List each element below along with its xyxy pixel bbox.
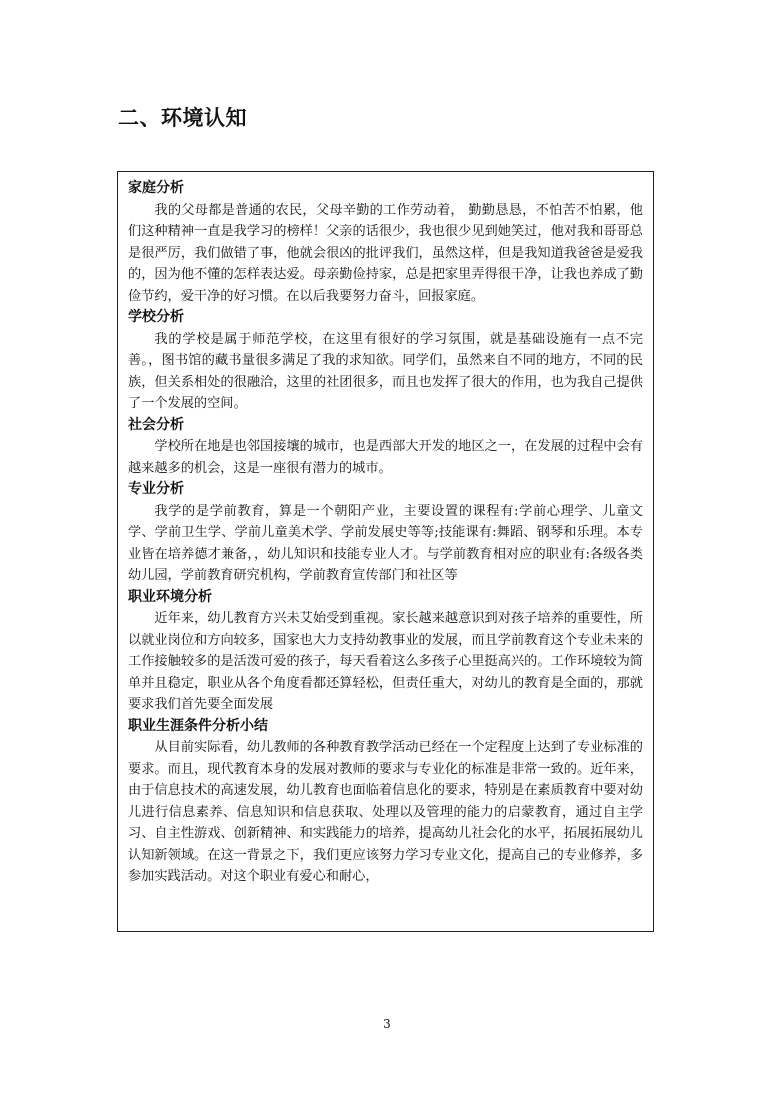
section-major-analysis — [128, 479, 643, 587]
section-career-summary — [128, 716, 643, 888]
section-heading: 职业环境分析 — [128, 588, 212, 605]
section-body: 我学的是学前教育，算是一个朝阳产业，主要设置的课程有:学前心理学、儿童文学、学前卫生学、学前儿童美术学、学前发展史等等;技能课有:舞蹈、钢琴和乐理。本专业皆在培养德才兼备，，幼儿知识和技能专业人才。与学前教育相对应的职业有:各级各类幼儿园，学前教育研究机构，学前教育宣传部门和社区等 — [128, 503, 643, 583]
analysis-table — [117, 171, 654, 932]
section-body: 学校所在地是也邻国接壤的城市，也是西部大开发的地区之一，在发展的过程中会有越来越多的机会，这是一座很有潜力的城市。 — [128, 439, 643, 476]
page-number: 3 — [383, 1017, 391, 1031]
page-title: 二、环境认知 — [118, 106, 247, 130]
section-body: 我的学校是属于师范学校，在这里有很好的学习氛围，就是基础设施有一点不完善。，图书馆的藏书量很多满足了我的求知欲。同学们，虽然来自不同的地方，不同的民族，但关系相处的很融洽，这里的社团很多，而且也发挥了很大的作用，也为我自己提供了一个发展的空间。 — [128, 331, 643, 411]
section-heading: 学校分析 — [128, 309, 184, 325]
section-family-analysis — [128, 178, 643, 307]
section-heading: 专业分析 — [128, 481, 184, 497]
section-heading: 家庭分析 — [128, 180, 184, 196]
section-body: 我的父母都是普通的农民，父母辛勤的工作劳动着， 勤勤恳恳，不怕苦不怕累，他们这种精神一直是我学习的榜样！父亲的话很少，我也很少见到她笑过，他对我和哥哥总是很严厉，我们做错了事，他就会很凶的批评我们，虽然这样，但是我知道我爸爸是爱我的，因为他不懂的怎样表达爱。母亲勤俭持家，总是把家里弄得很干净，让我也养成了勤俭节约，爱干净的好习惯。在以后我要努力奋斗，回报家庭。 — [128, 202, 643, 304]
section-career-environment-analysis — [128, 587, 643, 716]
section-society-analysis — [128, 415, 643, 480]
section-school-analysis — [128, 307, 643, 415]
section-body: 从目前实际看，幼儿教师的各种教育教学活动已经在一个定程度上达到了专业标准的要求。而且，现代教育本身的发展对教师的要求与专业化的标准是非常一致的。近年来，由于信息技术的高速发展，幼儿教育也面临着信息化的要求，特别是在素质教育中要对幼儿进行信息素养、信息知识和信息获取、处理以及管理的能力的启蒙教育，通过自主学习、自主性游戏、创新精神、和实践能力的培养，提高幼儿社会化的水平，拓展拓展幼儿认知新领域。在这一背景之下，我们更应该努力学习专业文化，提高自己的专业修养，多参加实践活动。对这个职业有爱心和耐心， — [128, 740, 643, 884]
section-heading: 职业生涯条件分析小结 — [128, 717, 268, 734]
section-body: 近年来，幼儿教育方兴未艾始受到重视。家长越来越意识到对孩子培养的重要性，所以就业岗位和方向较多，国家也大力支持幼教事业的发展，而且学前教育这个专业未来的工作接触较多的是活泼可爱的孩子，每天看着这么多孩子心里挺高兴的。工作环境较为简单并且稳定，职业从各个角度看都还算轻松，但责任重大，对幼儿的教育是全面的，那就要求我们首先要全面发展 — [128, 611, 643, 712]
section-heading: 社会分析 — [128, 416, 184, 433]
